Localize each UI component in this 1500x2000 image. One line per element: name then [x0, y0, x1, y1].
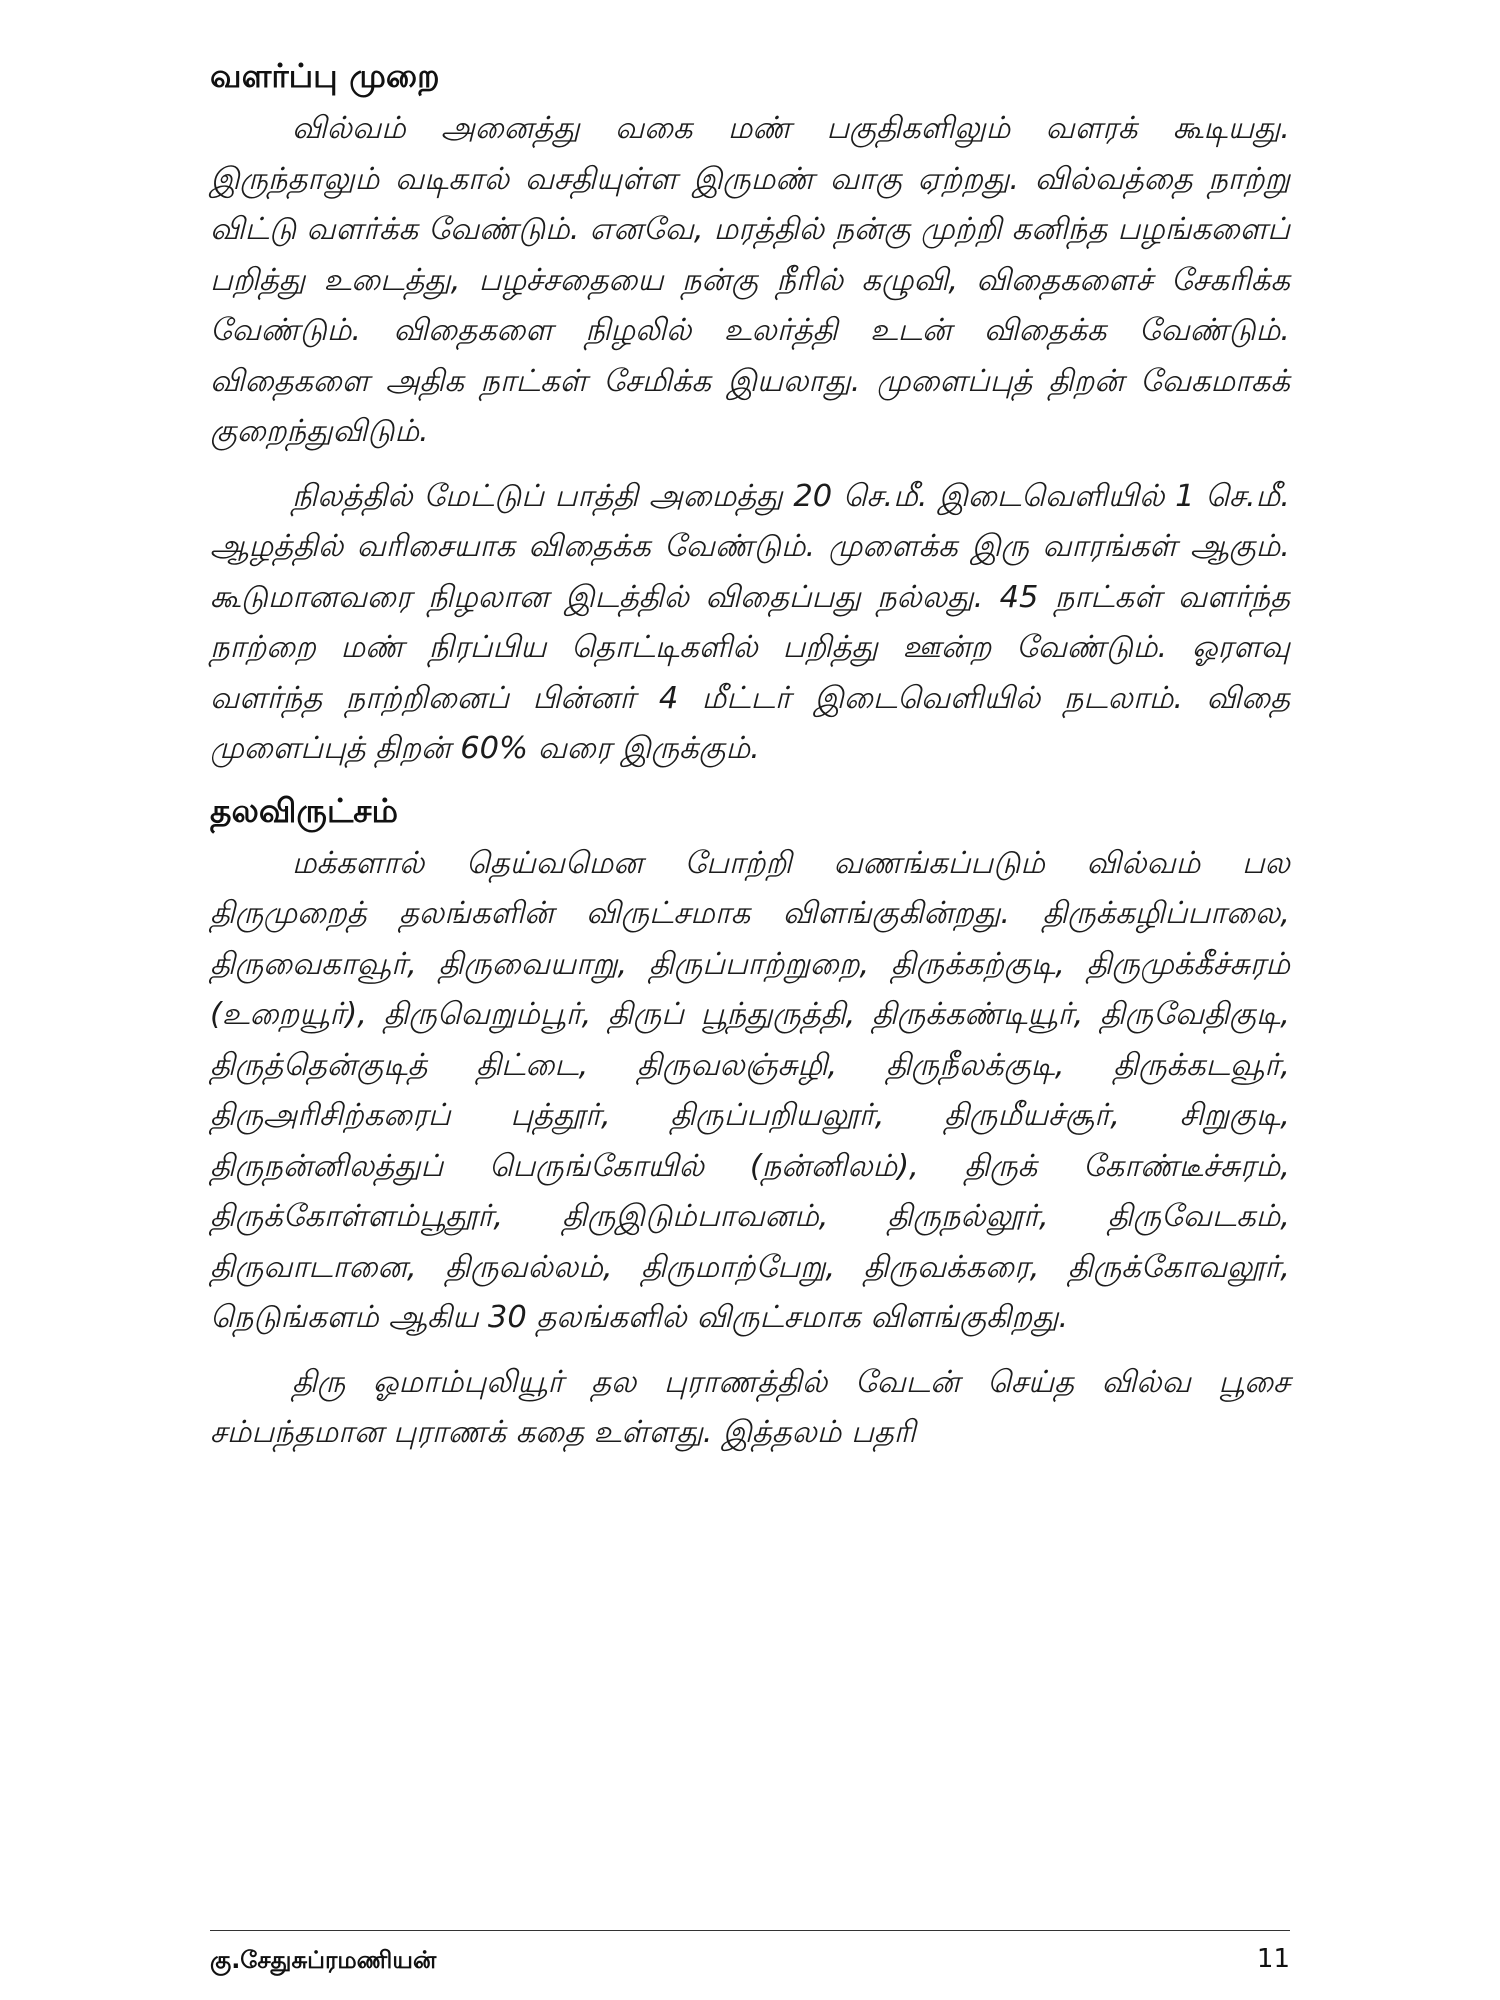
section-heading-cultivation: வளர்ப்பு முறை: [210, 56, 440, 95]
footer-author: கு.சேதுசுப்ரமணியன்: [210, 1946, 437, 1974]
page-body: [210, 40, 1290, 1473]
paragraph-cultivation-1: வில்வம் அனைத்து வகை மண் பகுதிகளிலும் வளரக் கூடியது. இருந்தாலும் வடிகால் வசதியுள்ள இருமண் வாகு ஏற்றது. வில்வத்தை நாற்று விட்டு வளர்க்க வேண்டும். எனவே, மரத்தில் நன்கு முற்றி கனிந்த பழங்களைப் பறித்து உடைத்து, பழச்சதையை நன்கு நீரில் கழுவி, விதைகளைச் சேகரிக்க வேண்டும். விதைகளை நிழலில் உலர்த்தி உடன் விதைக்க வேண்டும். விதைகளை அதிக நாட்கள் சேமிக்க இயலாது. முளைப்புத் திறன் வேகமாகக் குறைந்துவிடும்.: [210, 111, 1290, 449]
paragraph-cultivation-2: நிலத்தில் மேட்டுப் பாத்தி அமைத்து 20 செ.மீ. இடைவெளியில் 1 செ.மீ. ஆழத்தில் வரிசையாக விதைக்க வேண்டும். முளைக்க இரு வாரங்கள் ஆகும். கூடுமானவரை நிழலான இடத்தில் விதைப்பது நல்லது. 45 நாட்கள் வளர்ந்த நாற்றை மண் நிரப்பிய தொட்டிகளில் பறித்து ஊன்ற வேண்டும். ஓரளவு வளர்ந்த நாற்றினைப் பின்னர் 4 மீட்டர் இடைவெளியில் நடலாம். விதை முளைப்புத் திறன் 60% வரை இருக்கும்.: [210, 478, 1290, 766]
section-heading-sacred-tree: தலவிருட்சம்: [210, 790, 399, 830]
footer-divider: [210, 1930, 1290, 1931]
paragraph-sacred-tree-2: திரு ஓமாம்புலியூர் தல புராணத்தில் வேடன் செய்த வில்வ பூசை சம்பந்தமான புராணக் கதை உள்ளது. இத்தலம் பதரி: [210, 1364, 1290, 1450]
paragraph-sacred-tree-1: மக்களால் தெய்வமென போற்றி வணங்கப்படும் வில்வம் பல திருமுறைத் தலங்களின் விருட்சமாக விளங்குகின்றது. திருக்கழிப்பாலை, திருவைகாவூர், திருவையாறு, திருப்பாற்றுறை, திருக்கற்குடி, திருமுக்கீச்சுரம் (உறையூர்), திருவெறும்பூர், திருப் பூந்துருத்தி, திருக்கண்டியூர், திருவேதிகுடி, திருத்தென்குடித் திட்டை, திருவலஞ்சுழி, திருநீலக்குடி, திருக்கடவூர், திருஅரிசிற்கரைப் புத்தூர், திருப்பறியலூர், திருமீயச்சூர், சிறுகுடி, திருநன்னிலத்துப் பெருங்கோயில் (நன்னிலம்), திருக் கோண்டீச்சுரம், திருக்கோள்ளம்பூதூர், திருஇடும்பாவனம், திருநல்லூர், திருவேடகம், திருவாடானை, திருவல்லம், திருமாற்பேறு, திருவக்கரை, திருக்கோவலூர், நெடுங்களம் ஆகிய 30 தலங்களில் விருட்சமாக விளங்குகிறது.: [210, 845, 1290, 1335]
page-number: 11: [1256, 1944, 1290, 1974]
